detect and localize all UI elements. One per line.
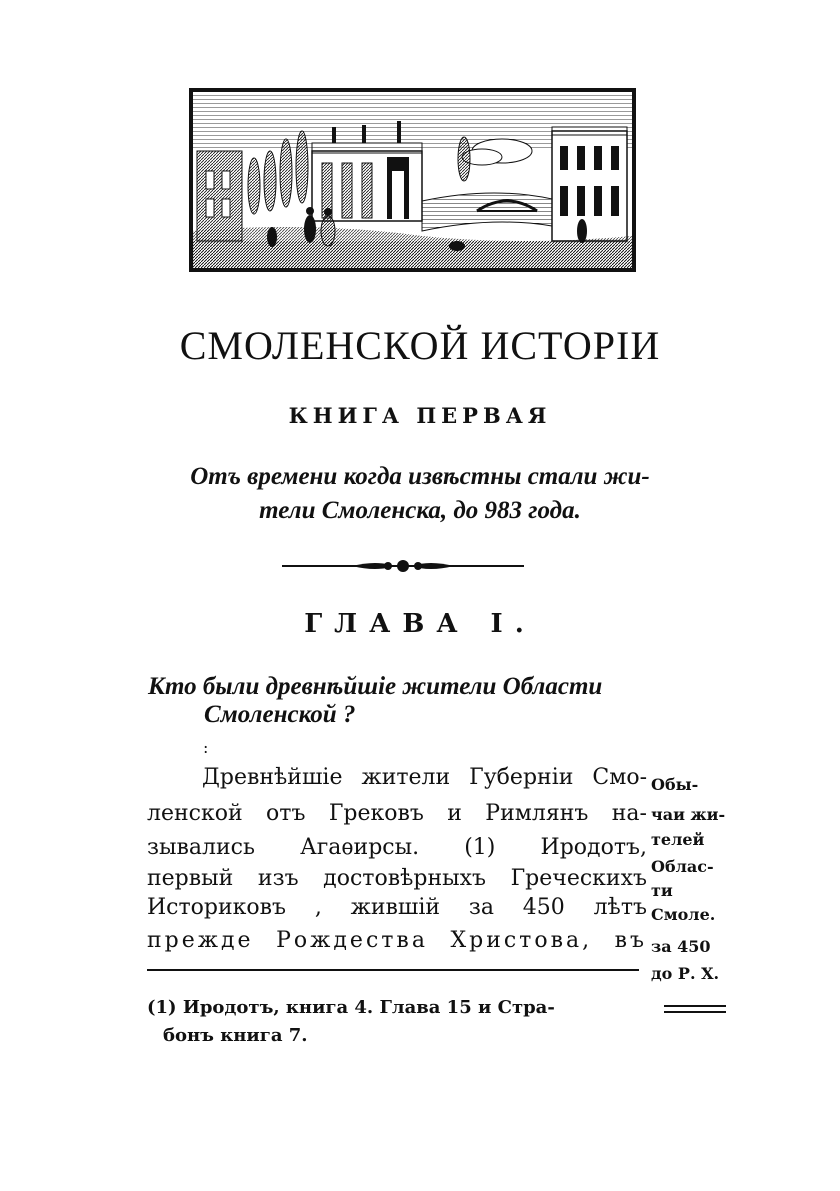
margin-double-rule-bottom bbox=[664, 1011, 726, 1013]
margin-note-line-6: Смоле. bbox=[651, 905, 716, 924]
margin-note-line-4: Облас- bbox=[651, 857, 714, 876]
body-line-4: первый изъ достовѣрныхъ Греческихъ bbox=[147, 866, 647, 891]
body-line-2: ленской отъ Грековъ и Римлянъ на- bbox=[147, 801, 647, 826]
footnote-line-1: (1) Иродотъ, книга 4. Глава 15 и Стра- bbox=[147, 997, 555, 1018]
margin-note-line-2: чаи жи- bbox=[651, 805, 726, 824]
subtitle-line-1: Отъ времени когда извѣстны стали жи- bbox=[190, 463, 650, 490]
footnote-rule bbox=[147, 969, 639, 971]
chapter-heading: ГЛАВА I. bbox=[304, 609, 536, 639]
body-line-1: Древнѣйшіе жители Губерніи Смо- bbox=[202, 765, 647, 790]
margin-note-line-8: до Р. Х. bbox=[651, 964, 720, 983]
footnote-line-2: бонъ книга 7. bbox=[163, 1025, 308, 1046]
margin-note-line-3: телей bbox=[651, 830, 705, 849]
margin-double-rule-top bbox=[664, 1005, 726, 1007]
question-line-1: Кто были древнѣйшіе жители Области bbox=[148, 673, 603, 700]
subtitle-line-2: тели Смоленска, до 983 года. bbox=[259, 497, 581, 524]
book-heading: КНИГА ПЕРВАЯ bbox=[288, 403, 552, 428]
punctuation-mark: : bbox=[203, 738, 209, 757]
body-line-6: прежде Рождества Христова, въ bbox=[147, 928, 647, 953]
body-line-5: Историковъ , жившій за 450 лѣтъ bbox=[147, 895, 647, 920]
question-line-2: Смоленской ? bbox=[204, 701, 356, 728]
ornament-divider bbox=[282, 558, 524, 574]
margin-note-line-7: за 450 bbox=[651, 937, 711, 956]
engraving-vignette bbox=[189, 88, 636, 272]
body-line-3: зывались Агаѳирсы. (1) Иродотъ, bbox=[147, 835, 647, 860]
page-title: СМОЛЕНСКОЙ ИСТОРІИ bbox=[179, 323, 661, 368]
margin-note-line-5: ти bbox=[651, 881, 673, 900]
margin-note-line-1: Обы- bbox=[651, 775, 699, 794]
vignette-illustration bbox=[192, 91, 633, 269]
